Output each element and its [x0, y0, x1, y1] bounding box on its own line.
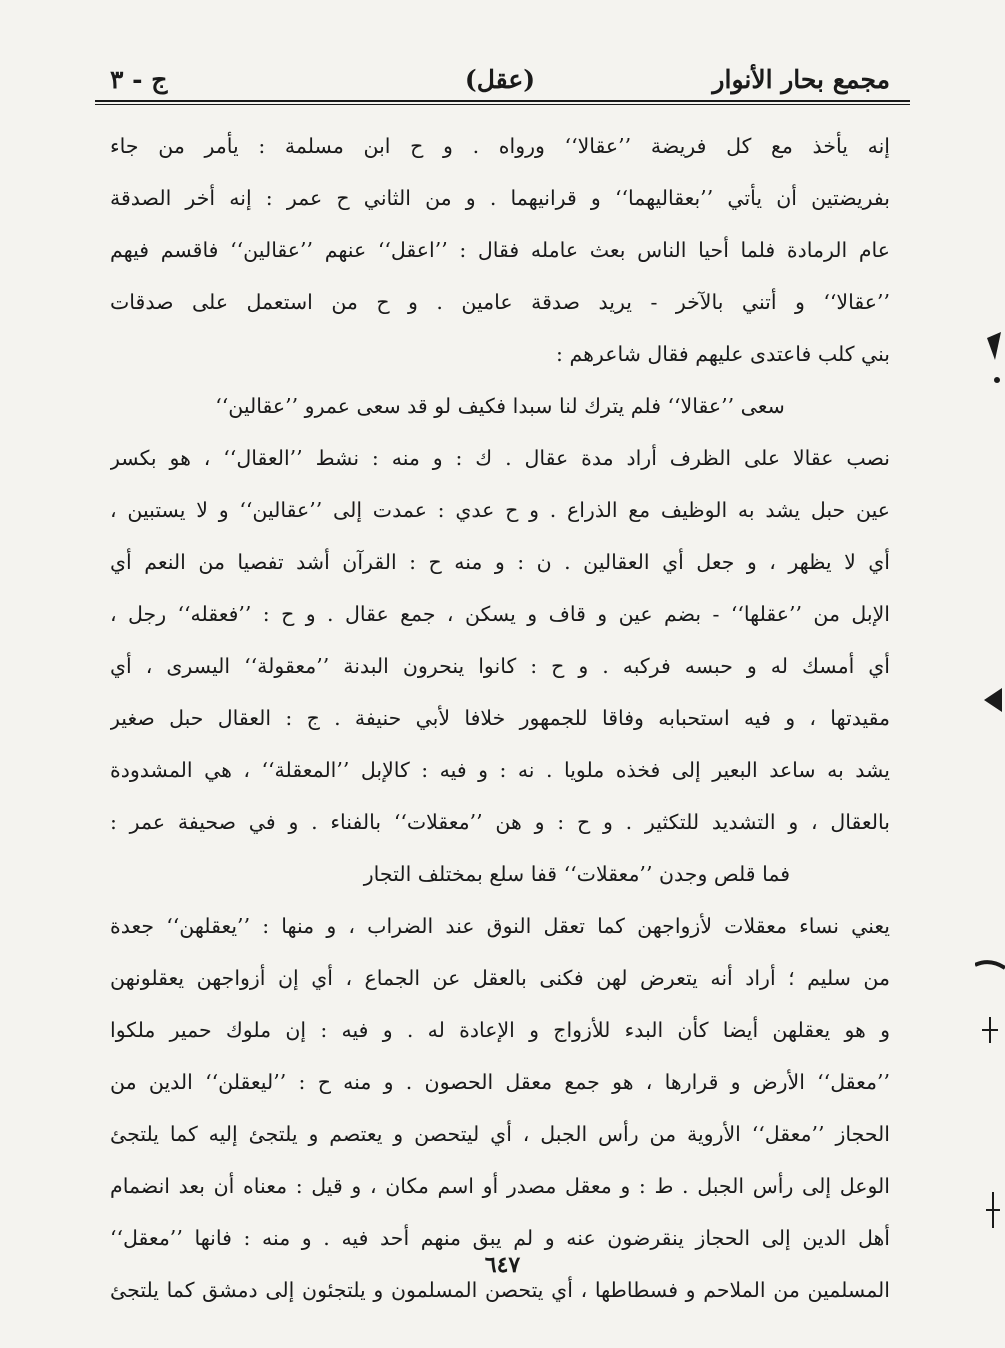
text-line: بني كلب فاعتدى عليهم فقال شاعرهم :	[556, 342, 890, 366]
body-text	[110, 120, 890, 1316]
header-rule	[95, 100, 910, 102]
text-line: بفريضتين أن يأتي ’’بعقاليهما‘‘ و قرانيهما . و من الثاني ح عمر : إنه أخر الصدقة	[110, 186, 890, 210]
margin-mark-icon	[975, 950, 1005, 980]
margin-mark-icon	[982, 680, 1004, 720]
text-line: أي لا يظهر ، و جعل أي العقالين . ن : و منه ح : القرآن أشد تفصيا من النعم أي	[110, 550, 890, 574]
header-volume: ج - ٣	[110, 64, 168, 94]
text-line: عام الرمادة فلما أحيا الناس بعث عامله فقال : ’’اعقل‘‘ عنهم ’’عقالين‘‘ فاقسم فيهم	[110, 238, 890, 262]
text-line: يعني نساء معقلات لأزواجهن كما تعقل النوق عند الضراب ، و منها : ’’يعقلهن‘‘ جعدة	[110, 914, 890, 938]
text-line: ’’معقل‘‘ الأرض و قرارها ، هو جمع معقل الحصون . و منه ح : ’’ليعقلن‘‘ الدين من	[110, 1070, 890, 1094]
text-line: إنه يأخذ مع كل فريضة ’’عقالا‘‘ ورواه . و ح ابن مسلمة : يأمر من جاء	[110, 134, 890, 158]
text-line: من سليم ؛ أراد أنه يتعرض لهن فكنى بالعقل عن الجماع ، أي إن أزواجهن يعقلونهن	[110, 966, 890, 990]
text-line: الحجاز ’’معقل‘‘ الأروية من رأس الجبل ، أي ليتحصن و يعتصم و يلتجئ إليه كما يلتجئ	[110, 1122, 890, 1146]
header-book-title: مجمع بحار الأنوار	[712, 64, 890, 94]
header-rule-thin	[95, 104, 910, 105]
margin-mark-icon	[983, 1190, 1003, 1230]
text-line: أهل الدين إلى الحجاز ينقرضون عنه و لم يبق منهم أحد فيه . و منه : فانها ’’معقل‘‘	[110, 1226, 890, 1250]
text-line: بالعقال ، و التشديد للتكثير . و ح : و هن ’’معقلات‘‘ بالفناء . و في صحيفة عمر :	[110, 810, 890, 834]
text-line: يشد به ساعد البعير إلى فخذه ملويا . نه : و فيه : كالإبل ’’المعقلة‘‘ ، هي المشدودة	[110, 758, 890, 782]
running-header	[110, 58, 890, 100]
text-line: الإبل من ’’عقلها‘‘ - بضم عين و قاف و يسكن ، جمع عقال . و ح : ’’فعقله‘‘ رجل ،	[110, 602, 890, 626]
header-entry-root: (عقل)	[464, 64, 536, 94]
text-line: مقيدتها ، و فيه استحبابه وفاقا للجمهور خلافا لأبي حنيفة . ج : العقال حبل صغير	[110, 706, 890, 730]
text-line: ’’عقالا‘‘ و أتني بالآخر - يريد صدقة عامين . و ح من استعمل على صدقات	[110, 290, 890, 314]
text-line: الوعل إلى رأس الجبل . ط : و معقل مصدر أو اسم مكان ، و قيل : معناه أن بعد انضمام	[110, 1174, 890, 1198]
poetry-verse: سعى ’’عقالا‘‘ فلم يترك لنا سبدا فكيف لو قد سعى عمرو ’’عقالين‘‘	[215, 394, 785, 418]
margin-mark-icon	[980, 1015, 1000, 1045]
text-line: أي أمسك له و حبسه فركبه . و ح : كانوا ينحرون البدنة ’’معقولة‘‘ اليسرى ، أي	[110, 654, 890, 678]
text-line: و هو يعقلهن أيضا كأن البدء للأزواج و الإعادة له . و فيه : إن ملوك حمير ملكوا	[110, 1018, 890, 1042]
text-line: المسلمين من الملاحم و فسطاطها ، أي يتحصن المسلمون و يلتجئون إلى دمشق كما يلتجئ	[110, 1278, 890, 1302]
poetry-verse: فما قلص وجدن ’’معقلات‘‘ قفا سلع بمختلف التجار	[363, 862, 790, 886]
margin-mark-icon	[985, 330, 1003, 390]
text-line: عين حبل يشد به الوظيف مع الذراع . و ح عدي : عمدت إلى ’’عقالين‘‘ و لا يستبين ،	[110, 498, 890, 522]
page-number: ٦٤٧	[484, 1252, 521, 1278]
text-line: نصب عقالا على الظرف أراد مدة عقال . ك : و منه : نشط ’’العقال‘‘ ، هو بكسر	[110, 446, 890, 470]
